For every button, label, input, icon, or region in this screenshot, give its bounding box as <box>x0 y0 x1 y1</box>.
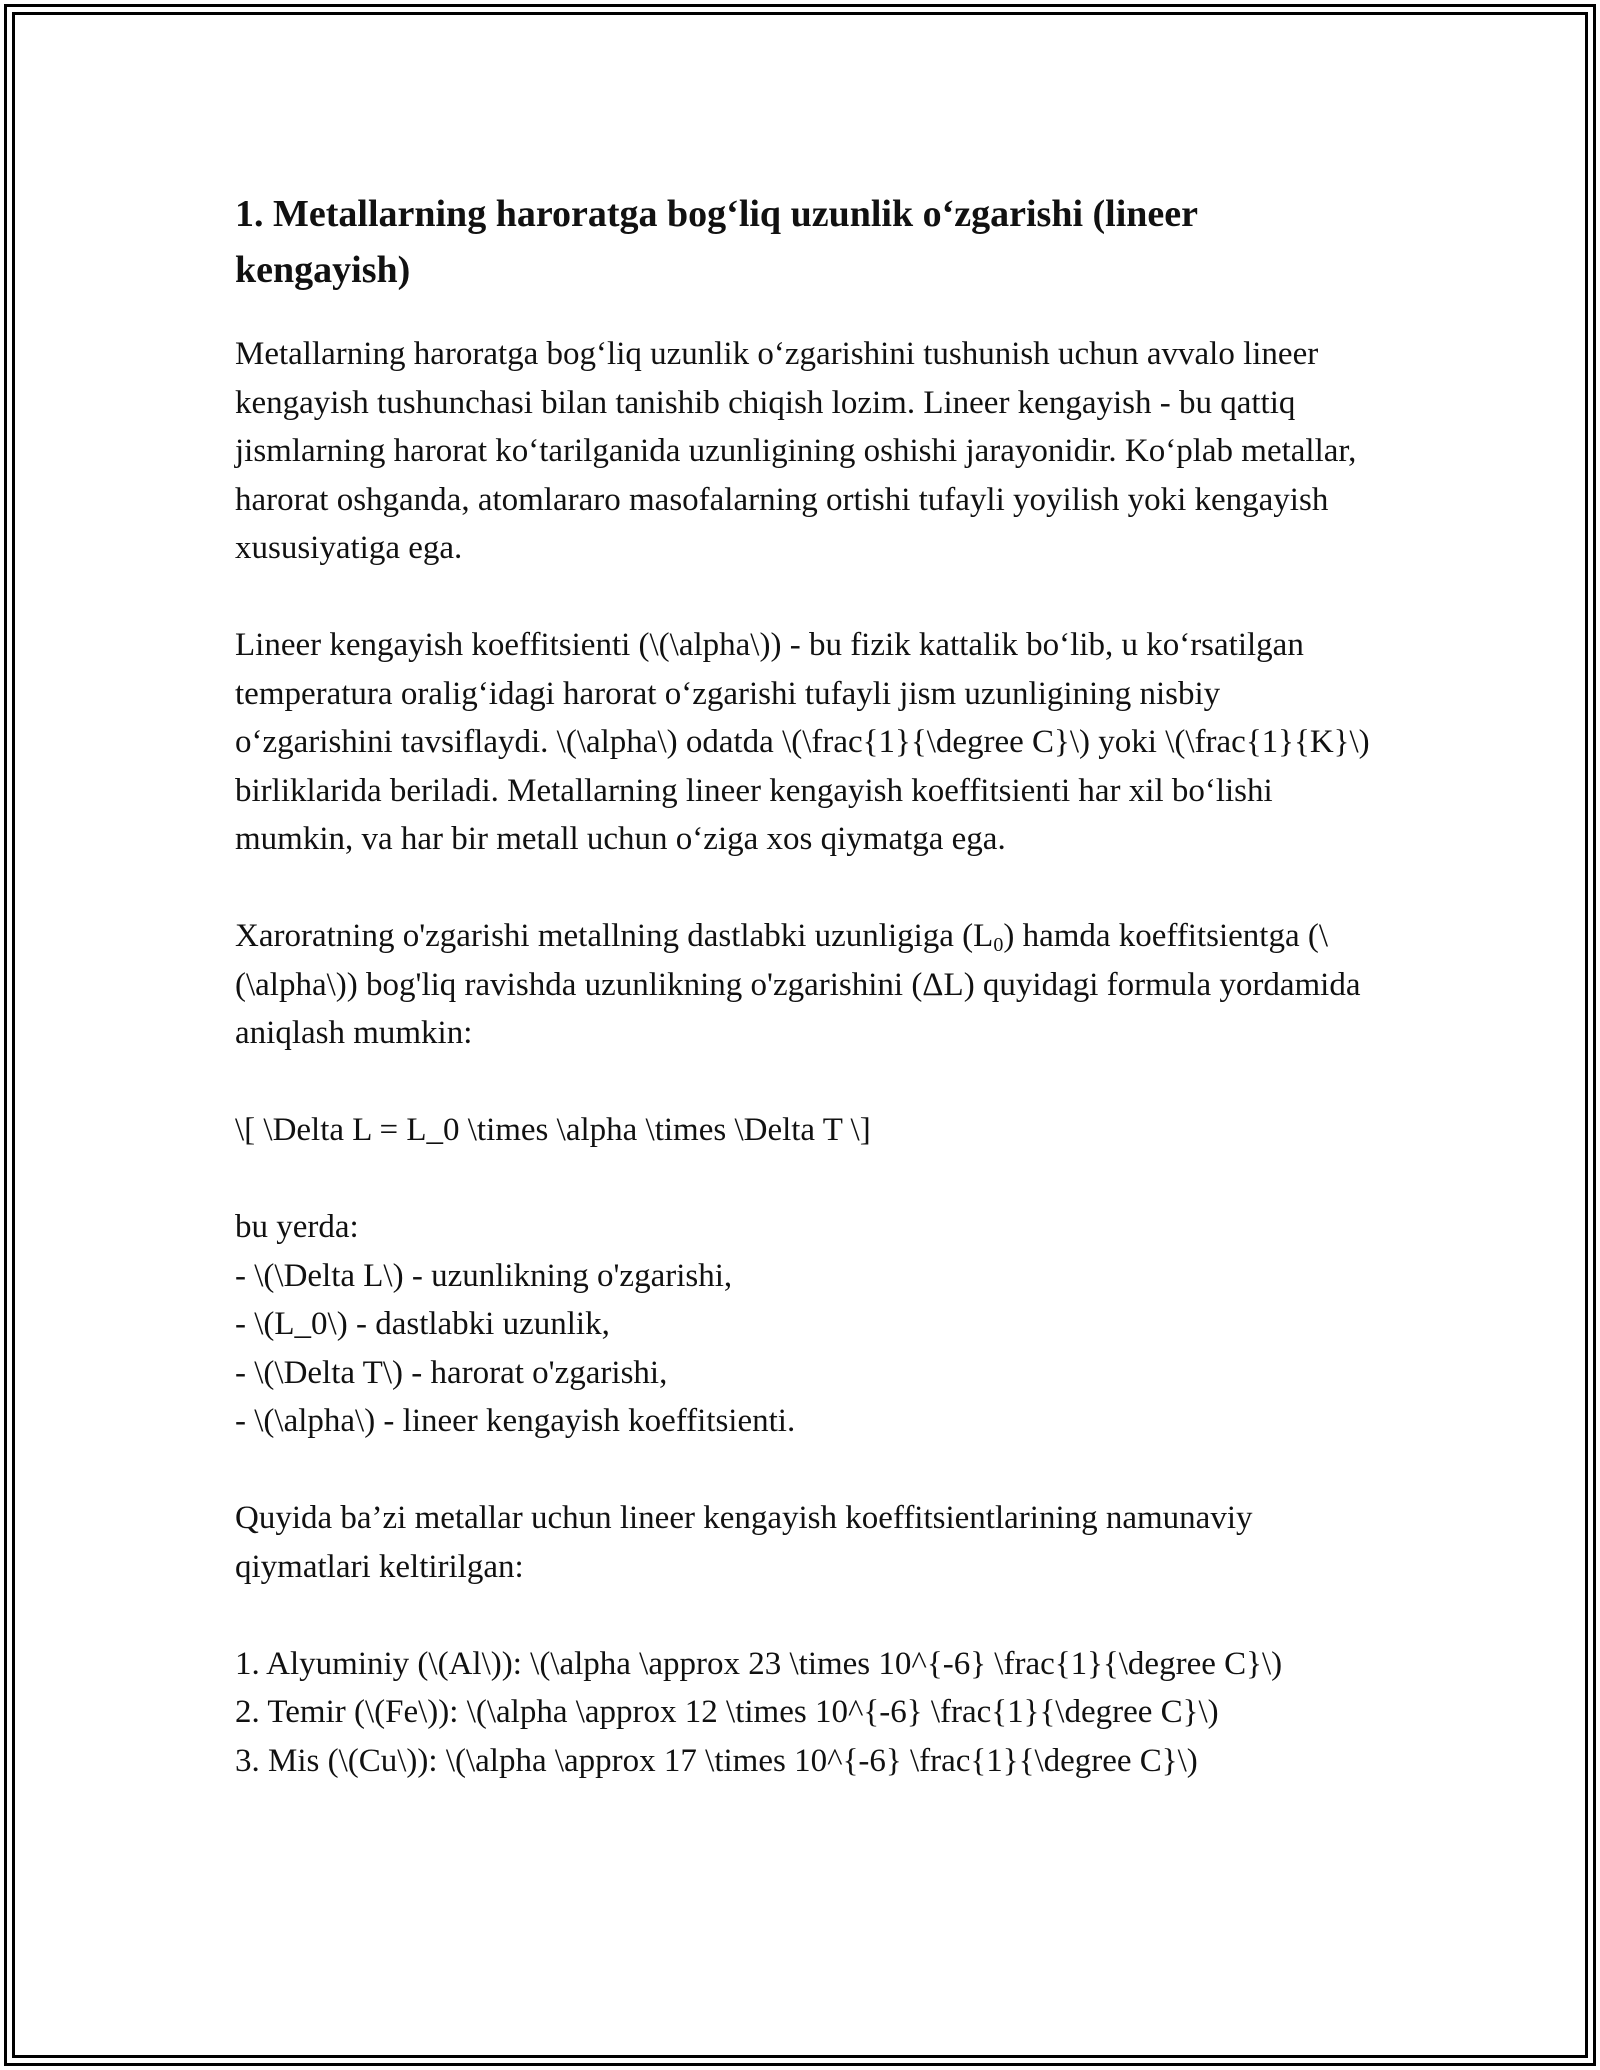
paragraph-coefficient: Lineer kengayish koeffitsienti (\(\alpha\)) - bu fizik kattalik bo‘lib, u ko‘rsatilgan temperatura oralig‘idagi harorat o‘zgarishi tufayli jism uzunligining nisbiy o‘zgarishini tavsiflaydi. \(\alpha\) odatda \(\frac{1}{\degree C}\) yoki \(\frac{1}{K}\) birliklarida beriladi. Metallarning lineer kengayish koeffitsienti har xil bo‘lishi mumkin, va har bir metall uchun o‘ziga xos qiymatga ega. <box>235 627 1370 857</box>
where-item-alpha: - \(\alpha\) - lineer kengayish koeffitsienti. <box>235 1403 796 1439</box>
value-copper: 3. Mis (\(Cu\)): \(\alpha \approx 17 \times 10^{-6} \frac{1}{\degree C}\) <box>235 1742 1198 1779</box>
subscript-zero: 0 <box>993 934 1004 956</box>
where-item-l0: - \(L_0\) - dastlabki uzunlik, <box>235 1306 610 1342</box>
paragraph-intro: Metallarning haroratga bog‘liq uzunlik o‘zgarishini tushunish uchun avvalo lineer kengayish tushunchasi bilan tanishib chiqish lozim. Lineer kengayish - bu qattiq jismlarning harorat ko‘tarilganida uzunligining oshishi jarayonidir. Ko‘plab metallar, harorat oshganda, atomlararo masofalarning ortishi tufayli yoyilish yoki kengayish xususiyatiga ega. <box>235 336 1357 566</box>
paragraph-formula-intro-part1: Xaroratning o'zgarishi metallning dastlabki uzunligiga (L <box>235 918 994 954</box>
where-item-delta-l: - \(\Delta L\) - uzunlikning o'zgarishi, <box>235 1257 733 1294</box>
values-intro: Quyida ba’zi metallar uchun lineer kengayish koeffitsientlarining namunaviy qiymatlari keltirilgan: <box>235 1500 1253 1585</box>
value-aluminium: 1. Alyuminiy (\(Al\)): \(\alpha \approx 23 \times 10^{-6} \frac{1}{\degree C}\) <box>235 1645 1283 1682</box>
paragraph-formula-intro-part2: ) hamda koeffitsientga (\(\alpha\)) bog'liq ravishda uzunlikning o'zgarishini (ΔL) quyidagi formula yordamida aniqlash mumkin: <box>235 918 1361 1051</box>
formula: \[ \Delta L = L_0 \times \alpha \times \Delta T \] <box>235 1112 871 1148</box>
document-body <box>235 186 1375 1785</box>
section-heading: 1. Metallarning haroratga bog‘liq uzunlik o‘zgarishi (lineer kengayish) <box>235 193 1198 291</box>
paragraph-formula-intro <box>235 912 1375 1058</box>
where-label: bu yerda: <box>235 1209 359 1245</box>
where-item-delta-t: - \(\Delta T\) - harorat o'zgarishi, <box>235 1354 668 1391</box>
value-iron: 2. Temir (\(Fe\)): \(\alpha \approx 12 \times 10^{-6} \frac{1}{\degree C}\) <box>235 1694 1219 1730</box>
